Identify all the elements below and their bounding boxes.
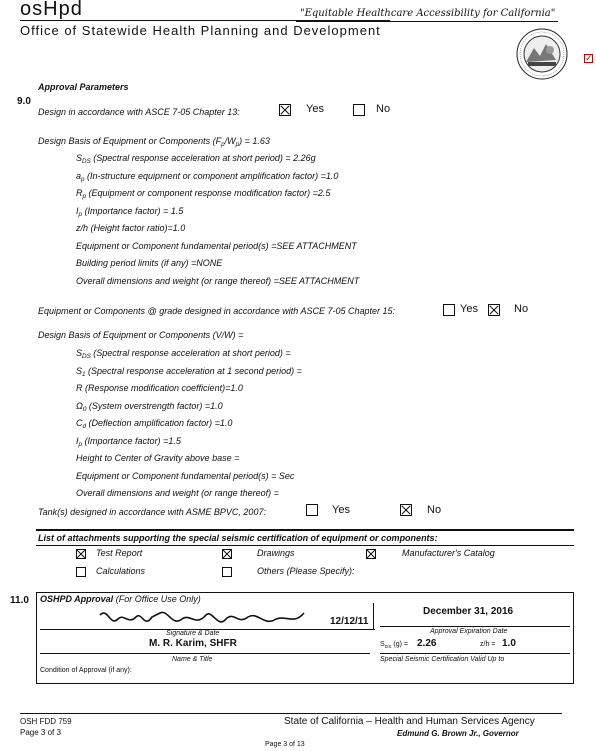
basis1-symbol: I [76,205,79,216]
name-label: Name & Title [172,656,213,663]
approver-name: M. R. Karim, SHFR [149,638,237,649]
asce15-yes-checkbox[interactable] [443,304,455,316]
basis1-item [76,241,357,251]
footer-state: State of California – Health and Human Services Agency [284,716,535,727]
basis2-text: Equipment or Component fundamental period(s) = Sec [76,470,295,481]
basis2-symbol: I [76,435,79,446]
basis2-item [76,488,279,498]
attachment-test-report-label: Test Report [96,548,143,558]
basis2-text: R (Response modification coefficient)=1.0 [76,383,243,393]
attachment-drawings-label: Drawings [257,548,295,558]
basis1-text: (Equipment or component response modification factor) =2.5 [86,188,331,198]
basis2-item [76,401,223,413]
basis1-subscript: p [82,193,87,200]
basis1-symbol: S [76,153,83,163]
basis2-subscript: 0 [82,405,87,413]
asce13-no-label: No [376,103,391,115]
asce13-label: Design in accordance with ASCE 7-05 Chapter 13: [38,107,240,117]
asce13-yes-label: Yes [306,103,324,115]
asce15-no-label: No [514,303,529,315]
footer-form-number: OSH FDD 759 [20,717,72,726]
condition-label: Condition of Approval (if any): [40,667,132,674]
basis2-subscript: DS [82,353,91,360]
office-name: Office of Statewide Health Planning and Development [20,23,381,38]
basis1-subscript: p [78,210,83,218]
expiration-date: December 31, 2016 [423,606,514,617]
basis1-item [76,171,338,183]
basis1-item [76,258,222,268]
attachments-title-rule [36,545,574,546]
attachment-test-report-checkbox[interactable] [76,549,86,559]
header-tagline: "Equitable Healthcare Accessibility for California" [300,8,556,19]
asce13-no-checkbox[interactable] [353,104,365,116]
valid-rule [380,653,570,654]
asce15-yes-label: Yes [460,303,478,315]
expiration-label: Approval Expiration Date [430,628,508,635]
attachment-calculations-label: Calculations [96,566,146,576]
basis1-heading: Design Basis of Equipment or Components $(F_p/W_p) = 1.63$ [38,136,270,148]
basis1-text: (Spectral response acceleration at short period) = 2.26g [90,153,316,163]
basis2-symbol: Ω [76,400,83,411]
basis1-item [76,188,330,200]
attachments-title: List of attachments supporting the special seismic certification of equipment or components: [38,533,438,543]
basis2-text: (Importance factor) =1.5 [82,435,181,446]
basis1-subscript: DS [82,158,91,165]
basis2-item [76,418,232,430]
basis2-subscript: d [82,423,87,430]
attachment-catalog-checkbox[interactable] [366,549,376,559]
zh-label: z/h = [480,641,496,648]
attachment-others-checkbox[interactable] [222,567,232,577]
basis1-text: Overall dimensions and weight (or range thereof) =SEE ATTACHMENT [76,275,360,286]
section-number-11: 11.0 [10,595,29,606]
tank-yes-checkbox[interactable] [306,504,318,516]
basis1-symbol: a [76,170,82,181]
basis2-text: (Spectral response acceleration at short period) = [90,348,291,358]
basis1-subscript: p [81,175,85,183]
section-9-title: Approval Parameters [38,82,129,92]
name-rule [40,653,370,654]
close-icon[interactable]: ✓ [585,53,593,63]
signature-label: Signature & Date [166,630,220,637]
basis1-item [76,153,316,165]
zh-value: 1.0 [502,638,516,649]
document-page-number: Page 3 of 13 [265,741,305,748]
tank-no-label: No [427,504,442,516]
attachment-others-label: Others (Please Specify): [257,566,355,576]
basis2-heading: Design Basis of Equipment or Components (V/W) = [38,330,244,340]
basis2-subscript: 1 [82,370,86,378]
basis1-text: z/h (Height factor ratio)=1.0 [76,223,186,233]
tank-label: Tank(s) designed in accordance with ASME BPVC, 2007: [38,507,266,517]
valid-label: Special Seismic Certification Valid Up to [380,656,505,663]
attachment-drawings-checkbox[interactable] [222,549,232,559]
signature [98,605,308,631]
basis1-item [76,276,359,286]
section-number-9: 9.0 [17,96,31,107]
basis1-text: Building period limits (if any) =NONE [76,258,223,268]
basis2-subscript: p [78,440,83,448]
tagline-underline [296,21,558,22]
asce15-label: Equipment or Components @ grade designed in accordance with ASCE 7-05 Chapter 15: [38,306,396,316]
tank-yes-label: Yes [332,504,350,516]
attachment-catalog-label: Manufacturer's Catalog [402,548,495,558]
attachments-top-rule [36,529,574,531]
footer-rule [20,713,562,714]
basis2-symbol: S [76,348,83,358]
basis2-item [76,471,294,481]
basis2-symbol: C [76,418,83,428]
date-divider [373,603,374,630]
basis2-item [76,348,291,360]
oshpd-logo: osHpd [20,0,83,20]
basis1-text: Equipment or Component fundamental period(s) =SEE ATTACHMENT [76,240,357,251]
basis2-item [76,366,302,378]
asce15-no-checkbox[interactable] [488,304,500,316]
expiration-rule [380,626,570,627]
basis2-text: (Spectral response acceleration at 1 second period) = [85,365,302,376]
basis2-symbol: S [76,365,83,376]
basis1-symbol: R [76,188,83,198]
basis2-text: Overall dimensions and weight (or range thereof) = [76,488,279,498]
footer-page-of: Page 3 of 3 [20,728,61,737]
basis1-text: (Importance factor) = 1.5 [82,205,184,216]
basis2-text: Height to Center of Gravity above base = [76,453,240,463]
basis1-item [76,206,183,218]
sds-label: $S_{DS}$ (g) = [380,641,409,650]
basis1-item [76,223,185,233]
basis2-text: (System overstrength factor) =1.0 [86,400,223,411]
state-seal [516,28,568,80]
approval-title: OSHPD Approval (For Office Use Only) [40,594,201,604]
signature-date: 12/12/11 [330,616,369,627]
basis2-text: (Deflection amplification factor) =1.0 [86,418,233,428]
sds-value: 2.26 [417,638,437,649]
asce13-yes-checkbox[interactable] [279,104,291,116]
footer-governor: Edmund G. Brown Jr., Governor [397,729,519,738]
attachment-calculations-checkbox[interactable] [76,567,86,577]
basis2-item [76,453,239,463]
basis2-item [76,436,181,448]
basis1-text: (In-structure equipment or component amplification factor) =1.0 [84,170,339,181]
basis2-item [76,383,243,393]
tank-no-checkbox[interactable] [400,504,412,516]
